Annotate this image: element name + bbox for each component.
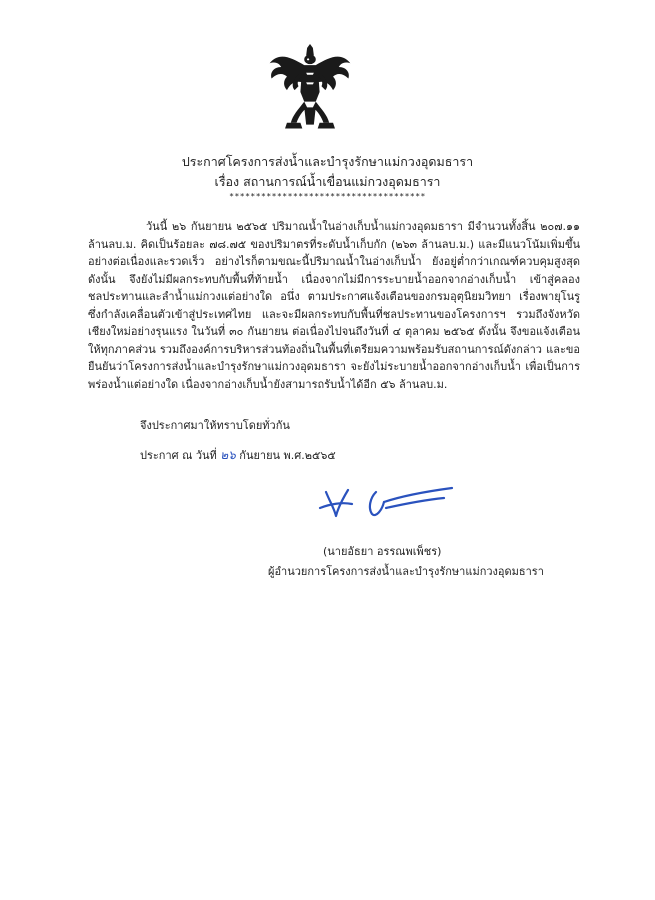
document-title: ประกาศโครงการส่งน้ำและบำรุงรักษาแม่กวงอุดมธารา: [181, 154, 474, 169]
announcement-date: [140, 446, 336, 465]
date-day-handwritten: ๒๖: [220, 448, 236, 462]
signer-position: ผู้อำนวยการโครงการส่งน้ำและบำรุงรักษาแม่กวงอุดมธารา: [268, 565, 544, 578]
body-paragraph: วันนี้ ๒๖ กันยายน ๒๕๖๕ ปริมาณน้ำในอ่างเก็บน้ำแม่กวงอุดมธารา มีจำนวนทั้งสิ้น ๒๐๗.๑๑ ล้านลบ.ม. คิดเป็นร้อยละ ๗๘.๗๕ ของปริมาตรที่ระดับน้ำเก็บกัก (๒๖๓ ล้านลบ.ม.) และมีแนวโน้มเพิ่มขึ้นอย่างต่อเนื่องและรวดเร็ว อย่างไรก็ตามขณะนี้ปริมาณน้ำในอ่างเก็บน้ำ ยังอยู่ต่ำกว่าเกณฑ์ควบคุมสูงสุด ดังนั้น จึงยังไม่มีผลกระทบกับพื้นที่ท้ายน้ำ เนื่องจากไม่มีการระบายน้ำออกจากอ่างเก็บน้ำ เข้าสู่คลองชลประทานและลำน้ำแม่กวงแต่อย่างใด อนึ่ง ตามประกาศแจ้งเตือนของกรมอุตุนิยมวิทยา เรื่องพายุโนรู ซึ่งกำลังเคลื่อนตัวเข้าสู่ประเทศไทย และจะมีผลกระทบกับพื้นที่ชลประทานของโครงการฯ รวมถึงจังหวัดเชียงใหม่อย่างรุนแรง ในวันที่ ๓๐ กันยายน ต่อเนื่องไปจนถึงวันที่ ๔ ตุลาคม ๒๕๖๕ ดังนั้น จึงขอแจ้งเตือนให้ทุกภาคส่วน รวมถึงองค์การบริหารส่วนท้องถิ่นในพื้นที่เตรียมความพร้อมรับสถานการณ์ดังกล่าว และขอยืนยันว่าโครงการส่งน้ำและบำรุงรักษาแม่กวงอุดมธารา จะยังไม่ระบายน้ำออกจากอ่างเก็บน้ำ เพื่อเป็นการพร่องน้ำแต่อย่างใด เนื่องจากอ่างเก็บน้ำยังสามารถรับน้ำได้อีก ๕๖ ล้านลบ.ม.: [88, 220, 580, 391]
announcement-body: [88, 218, 580, 393]
signer-name: (นายอัธยา อรรณพเพ็ชร): [323, 545, 442, 558]
date-suffix: กันยายน พ.ศ.๒๕๖๕: [239, 449, 336, 462]
garuda-emblem-icon: [262, 44, 358, 140]
separator-line: *************************************: [229, 192, 426, 201]
date-prefix: ประกาศ ณ วันที่: [140, 449, 217, 462]
closing-announcement: จึงประกาศมาให้ทราบโดยทั่วกัน: [140, 419, 290, 432]
signature-icon: [312, 478, 472, 526]
document-subject: เรื่อง สถานการณ์น้ำเขื่อนแม่กวงอุดมธารา: [214, 174, 441, 189]
